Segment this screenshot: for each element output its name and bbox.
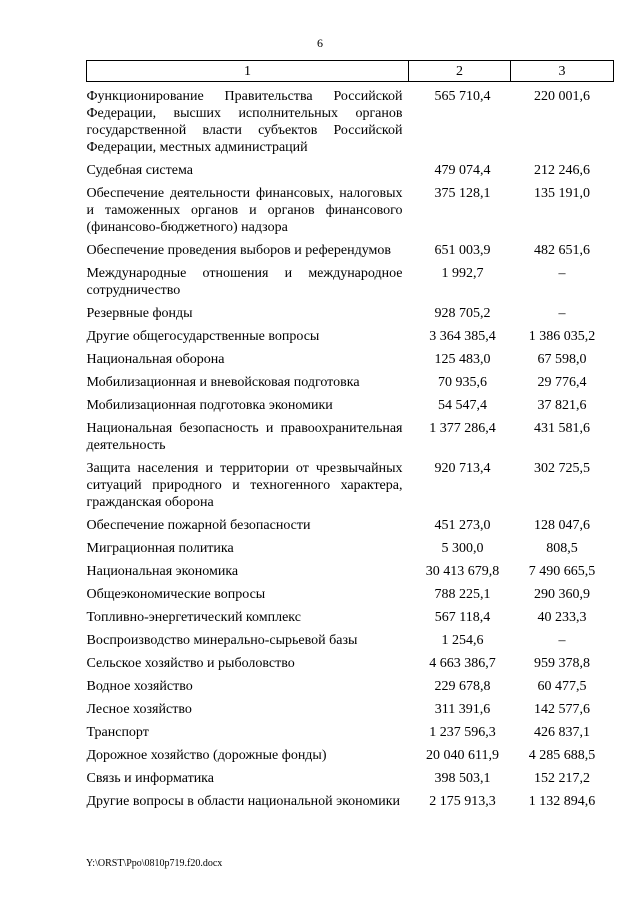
row-value-col2: 1 254,6: [441, 633, 484, 648]
table-row: [87, 517, 614, 540]
table-row: [87, 793, 614, 816]
file-path-footer: Y:\ORST\Ppo\0810p719.f20.docx: [86, 858, 223, 869]
row-value-col3: 142 577,6: [534, 702, 590, 717]
row-name-cell: Связь и информатика: [86, 771, 214, 786]
table-row: [87, 351, 614, 374]
table-row: [87, 374, 614, 397]
table-row: [87, 632, 614, 655]
row-value-col2: 565 710,4: [434, 89, 491, 104]
row-name-cell: Судебная система: [86, 163, 193, 178]
row-value-col3: 1 386 035,2: [528, 329, 596, 344]
table-row: [87, 162, 614, 185]
row-value-col2: 4 663 386,7: [429, 656, 496, 671]
row-name-cell: Мобилизационная подготовка экономики: [86, 398, 333, 413]
row-value-col3: –: [558, 306, 566, 321]
row-value-col2: 3 364 385,4: [429, 329, 496, 344]
row-value-col3: 220 001,6: [534, 89, 590, 104]
row-name-cell: Национальная оборона: [86, 352, 225, 367]
row-value-col2: 5 300,0: [441, 541, 484, 556]
row-value-col2: 1 377 286,4: [429, 421, 496, 436]
row-value-col2: 788 225,1: [434, 587, 491, 602]
table-body: [87, 82, 614, 817]
table-row: [87, 747, 614, 770]
row-value-col3: 212 246,6: [534, 163, 590, 178]
row-value-col3: –: [558, 633, 566, 648]
row-value-col3: 1 132 894,6: [528, 794, 596, 809]
row-value-col3: 290 360,9: [534, 587, 590, 602]
row-name-cell: Общеэкономические вопросы: [86, 587, 266, 602]
table-row: [87, 420, 614, 460]
page-number: 6: [317, 36, 323, 50]
row-value-col3: 302 725,5: [534, 461, 590, 476]
table-header-row: [87, 61, 614, 82]
row-value-col3: 128 047,6: [534, 518, 590, 533]
row-value-col2: 30 413 679,8: [425, 564, 500, 579]
table-row: [87, 328, 614, 351]
table-row: [87, 397, 614, 420]
row-name-cell: Миграционная политика: [86, 541, 234, 556]
row-value-col2: 1 237 596,3: [429, 725, 496, 740]
row-name-cell: Воспроизводство минерально-сырьевой базы: [86, 633, 358, 648]
row-value-col2: 20 040 611,9: [426, 748, 499, 763]
row-value-col3: 152 217,2: [534, 771, 590, 786]
row-value-col3: 959 378,8: [534, 656, 590, 671]
row-value-col3: 40 233,3: [537, 610, 587, 625]
table-row: [87, 724, 614, 747]
row-value-col3: 4 285 688,5: [528, 748, 596, 763]
table-row: [87, 265, 614, 305]
table-row: [87, 185, 614, 242]
table-row: [87, 242, 614, 265]
column-header-2: 2: [409, 61, 511, 82]
row-value-col3: –: [558, 266, 566, 281]
row-name-cell: Лесное хозяйство: [86, 702, 192, 717]
row-value-col3: 808,5: [546, 541, 578, 556]
table-row: [87, 305, 614, 328]
row-name-cell: Другие общегосударственные вопросы: [86, 329, 320, 344]
table-row: [87, 563, 614, 586]
budget-table: [86, 60, 614, 816]
row-name-cell: Обеспечение деятельности финансовых, налоговых и таможенных органов и органов финансового (финансово-бюджетного) надзора: [86, 186, 403, 235]
column-header-1: 1: [87, 61, 409, 82]
table-row: [87, 460, 614, 517]
row-value-col3: 67 598,0: [537, 352, 587, 367]
row-name-cell: Национальная экономика: [86, 564, 239, 579]
row-value-col2: 451 273,0: [434, 518, 491, 533]
row-name-cell: Международные отношения и международное сотрудничество: [86, 266, 403, 298]
row-name-cell: Топливно-энергетический комплекс: [86, 610, 301, 625]
row-value-col3: 29 776,4: [537, 375, 587, 390]
row-value-col2: 920 713,4: [434, 461, 491, 476]
row-value-col3: 135 191,0: [534, 186, 590, 201]
row-value-col2: 651 003,9: [434, 243, 491, 258]
row-name-cell: Сельское хозяйство и рыболовство: [86, 656, 295, 671]
table-row: [87, 655, 614, 678]
row-value-col2: 311 391,6: [434, 702, 491, 717]
row-value-col2: 125 483,0: [434, 352, 491, 367]
row-name-cell: Защита населения и территории от чрезвычайных ситуаций природного и техногенного характера, гражданская оборона: [86, 461, 403, 510]
column-header-3: 3: [511, 61, 614, 82]
table-row: [87, 82, 614, 163]
row-name-cell: Обеспечение пожарной безопасности: [86, 518, 311, 533]
row-value-col3: 426 837,1: [534, 725, 590, 740]
row-value-col2: 229 678,8: [434, 679, 491, 694]
row-name-cell: Транспорт: [86, 725, 149, 740]
row-name-cell: Функционирование Правительства Российской Федерации, высших исполнительных органов государственной власти субъектов Российской Федерации, местных администраций: [86, 89, 403, 155]
row-value-col3: 431 581,6: [534, 421, 590, 436]
row-value-col2: 479 074,4: [434, 163, 491, 178]
row-name-cell: Национальная безопасность и правоохранительная деятельность: [86, 421, 403, 453]
table-row: [87, 678, 614, 701]
row-value-col2: 567 118,4: [434, 610, 491, 625]
row-name-cell: Мобилизационная и вневойсковая подготовка: [86, 375, 360, 390]
row-name-cell: Обеспечение проведения выборов и референдумов: [86, 243, 391, 258]
table-row: [87, 770, 614, 793]
table-row: [87, 586, 614, 609]
row-value-col2: 54 547,4: [438, 398, 487, 413]
table-row: [87, 609, 614, 632]
row-name-cell: Дорожное хозяйство (дорожные фонды): [86, 748, 327, 763]
row-value-col2: 2 175 913,3: [429, 794, 496, 809]
row-value-col3: 482 651,6: [534, 243, 590, 258]
row-value-col2: 70 935,6: [438, 375, 487, 390]
row-value-col2: 398 503,1: [434, 771, 491, 786]
row-name-cell: Резервные фонды: [86, 306, 193, 321]
row-value-col3: 7 490 665,5: [528, 564, 596, 579]
table-row: [87, 540, 614, 563]
row-value-col3: 37 821,6: [537, 398, 587, 413]
row-value-col2: 1 992,7: [441, 266, 484, 281]
row-value-col2: 375 128,1: [434, 186, 491, 201]
table-row: [87, 701, 614, 724]
row-name-cell: Другие вопросы в области национальной экономики: [86, 794, 401, 809]
row-value-col2: 928 705,2: [434, 306, 491, 321]
row-value-col3: 60 477,5: [537, 679, 587, 694]
row-name-cell: Водное хозяйство: [86, 679, 193, 694]
